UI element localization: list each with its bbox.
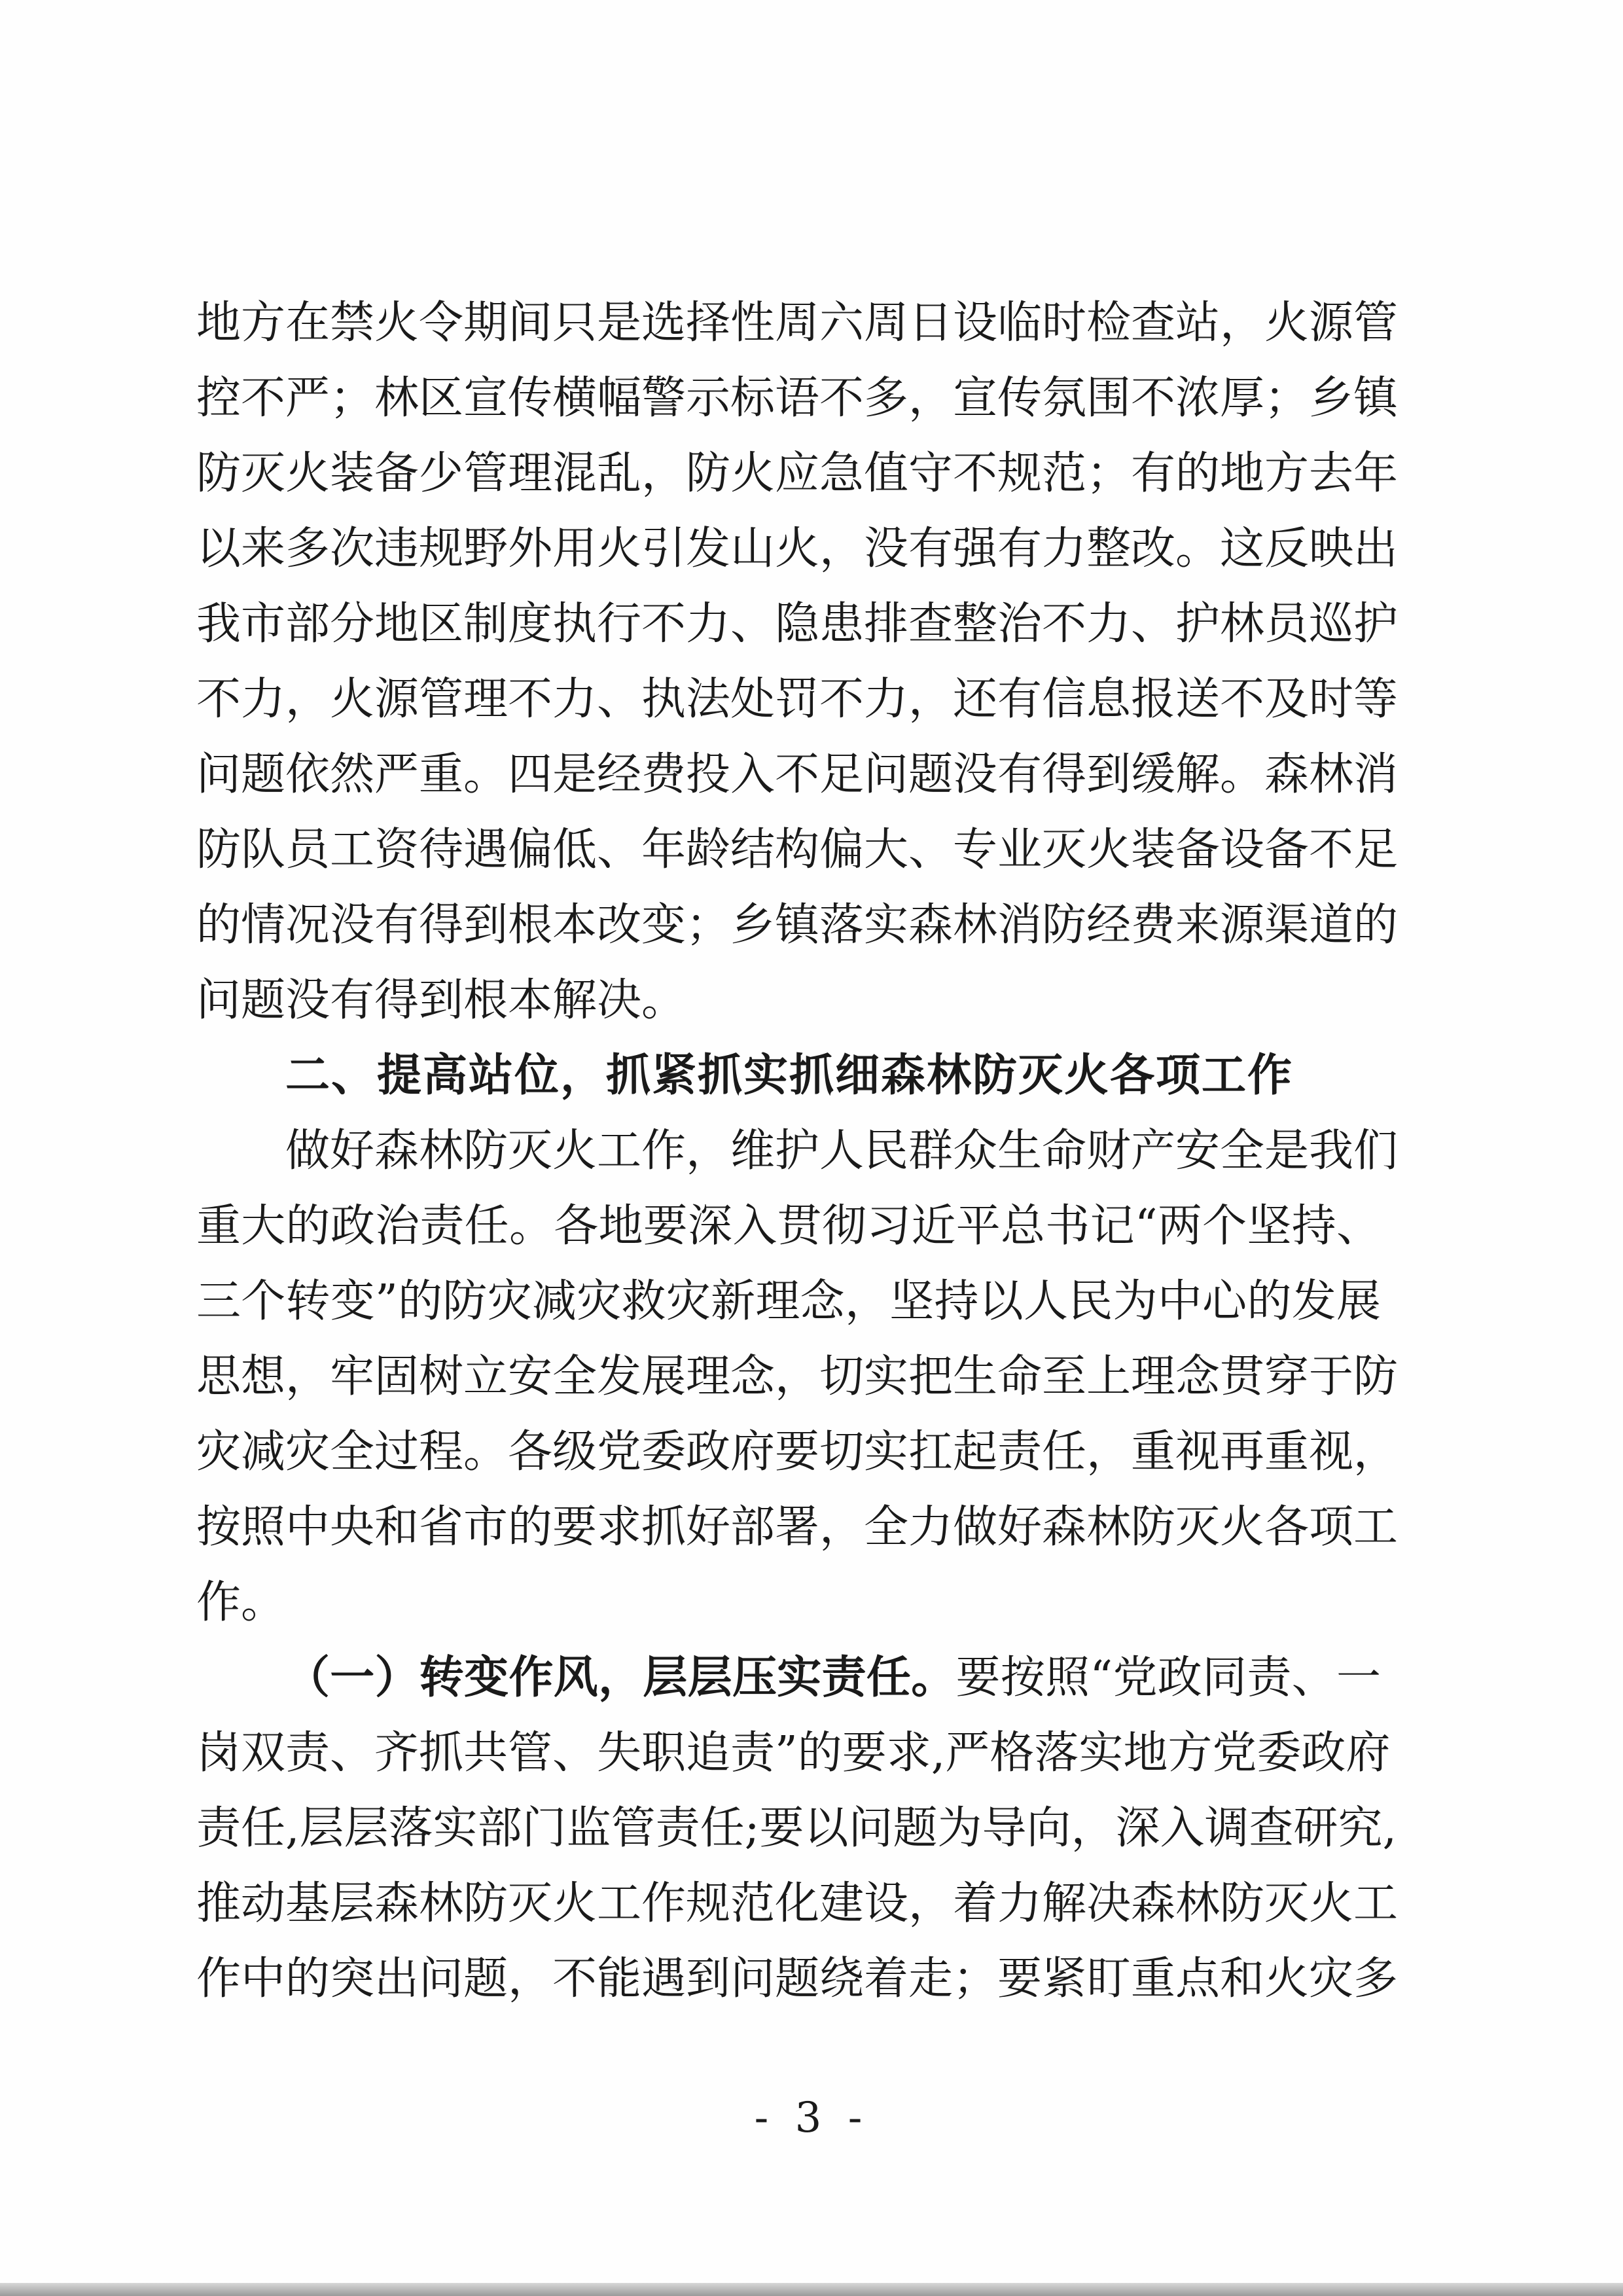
page-number: - 3 - bbox=[754, 2094, 869, 2142]
text-line: 地方在禁火令期间只是选择性周六周日设临时检查站，火源管 bbox=[196, 297, 1399, 349]
document-body bbox=[196, 285, 1399, 2017]
text-line: 作中的突出问题，不能遇到问题绕着走；要紧盯重点和火灾多 bbox=[196, 1953, 1399, 2005]
subsection-first-line bbox=[196, 1640, 1381, 1715]
section-heading: 二、提高站位，抓紧抓实抓细森林防灭火各项工作 bbox=[285, 1050, 1294, 1102]
text-line: 岗双责、齐抓共管、失职追责”的要求,严格落实地方党委政府 bbox=[196, 1727, 1391, 1779]
subsection-text: 要按照“党政同责、一 bbox=[955, 1652, 1381, 1704]
text-line: 的情况没有得到根本改变；乡镇落实森林消防经费来源渠道的 bbox=[196, 899, 1399, 951]
text-line: 重大的政治责任。各地要深入贯彻习近平总书记“两个坚持、 bbox=[196, 1200, 1381, 1252]
text-line: 三个转变”的防灾减灾救灾新理念，坚持以人民为中心的发展 bbox=[196, 1276, 1381, 1327]
text-line: 推动基层森林防灭火工作规范化建设，着力解决森林防灭火工 bbox=[196, 1878, 1399, 1929]
text-line: 防灭火装备少管理混乱，防火应急值守不规范；有的地方去年 bbox=[196, 448, 1399, 499]
text-line: 按照中央和省市的要求抓好部署，全力做好森林防灭火各项工 bbox=[196, 1501, 1399, 1553]
text-line: 我市部分地区制度执行不力、隐患排查整治不力、护林员巡护 bbox=[196, 598, 1399, 650]
text-line: 以来多次违规野外用火引发山火，没有强有力整改。这反映出 bbox=[196, 523, 1399, 575]
text-line: 问题依然严重。四是经费投入不足问题没有得到缓解。森林消 bbox=[196, 749, 1399, 800]
text-line: 问题没有得到根本解决。 bbox=[196, 975, 687, 1026]
text-line: 责任,层层落实部门监管责任;要以问题为导向，深入调查研究, bbox=[196, 1803, 1397, 1854]
text-line: 不力，火源管理不力、执法处罚不力，还有信息报送不及时等 bbox=[196, 673, 1399, 725]
text-line: 防队员工资待遇偏低、年龄结构偏大、专业灭火装备设备不足 bbox=[196, 824, 1399, 876]
subsection-heading: （一）转变作风，层层压实责任。 bbox=[285, 1651, 956, 1704]
text-line: 做好森林防灭火工作，维护人民群众生命财产安全是我们 bbox=[285, 1125, 1399, 1177]
text-line: 思想，牢固树立安全发展理念，切实把生命至上理念贯穿于防 bbox=[196, 1351, 1399, 1403]
text-line: 作。 bbox=[196, 1577, 286, 1628]
text-line: 灾减灾全过程。各级党委政府要切实扛起责任，重视再重视， bbox=[196, 1426, 1399, 1478]
scan-edge bbox=[0, 2283, 1623, 2296]
text-line: 控不严；林区宣传横幅警示标语不多，宣传氛围不浓厚；乡镇 bbox=[196, 372, 1399, 424]
